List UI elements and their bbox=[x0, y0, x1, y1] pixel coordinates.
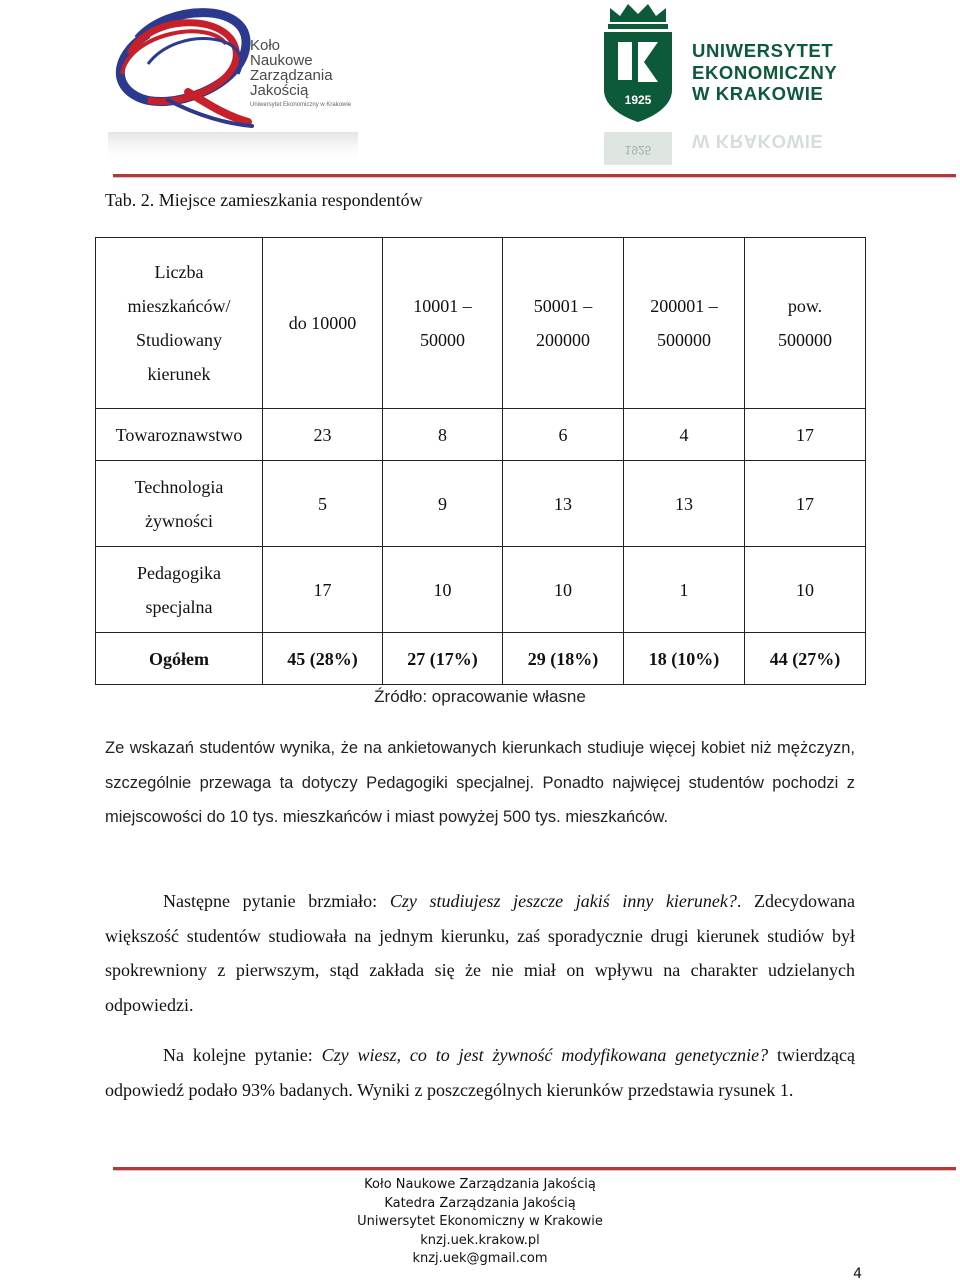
table-cell: 10 bbox=[383, 547, 503, 633]
column-header bbox=[745, 238, 866, 409]
row-label-line: specjalna bbox=[145, 596, 213, 617]
row-label-line: Pedagogika bbox=[137, 562, 221, 583]
paragraph-gmo bbox=[105, 1038, 855, 1107]
header-line: do 10000 bbox=[288, 313, 357, 333]
question-text: Czy wiesz, co to jest żywność modyfikowana genetycznie? bbox=[321, 1045, 769, 1065]
table-header-row bbox=[96, 238, 866, 409]
table-cell: 13 bbox=[624, 461, 745, 547]
table-row bbox=[96, 409, 866, 461]
table-row bbox=[96, 547, 866, 633]
header-line: 500000 bbox=[778, 330, 832, 350]
header-line: 500000 bbox=[657, 330, 711, 350]
table-cell: 1 bbox=[624, 547, 745, 633]
table-cell: 4 bbox=[624, 409, 745, 461]
table-cell: 17 bbox=[263, 547, 383, 633]
paragraph-text: twierdzącą odpowiedź podało 93% badanych. Wyniki z poszczególnych kierunków przedstawia rysunek 1. bbox=[105, 1045, 855, 1100]
paragraph-text: . Zdecydowana większość studentów studiowała na jednym kierunku, zaś sporadycznie drugi kierunek studiów był spokrewniony z pierwszym, stąd zakłada się że nie miał on wpływu na charakter udzielanych odpowiedzi. bbox=[105, 891, 856, 1015]
header-line: 10001 – bbox=[413, 296, 472, 316]
uek-name-line: UNIWERSYTET bbox=[692, 40, 834, 61]
table-row bbox=[96, 461, 866, 547]
column-header bbox=[263, 238, 383, 409]
table-cell: 6 bbox=[503, 409, 624, 461]
uek-crest-year: 1925 bbox=[624, 93, 652, 107]
header-line: kierunek bbox=[147, 364, 211, 384]
column-header bbox=[383, 238, 503, 409]
footer-org: Koło Naukowe Zarządzania Jakością bbox=[364, 1177, 596, 1192]
total-cell: 27 (17%) bbox=[383, 633, 503, 685]
page-number: 4 bbox=[853, 1266, 862, 1282]
footer-university: Uniwersytet Ekonomiczny w Krakowie bbox=[357, 1214, 603, 1229]
uek-name-reflection: W KRAKOWIE bbox=[692, 131, 824, 152]
header-line: Studiowany bbox=[135, 330, 222, 350]
table-cell: 17 bbox=[745, 409, 866, 461]
knzj-logo-text bbox=[250, 38, 370, 110]
uek-crest-reflection-year: 1925 bbox=[624, 143, 652, 157]
paragraph-second-course bbox=[105, 884, 855, 1022]
table-cell: 5 bbox=[263, 461, 383, 547]
table-cell: 10 bbox=[745, 547, 866, 633]
header-line: 50000 bbox=[420, 330, 465, 350]
uek-name-line: EKONOMICZNY bbox=[692, 61, 838, 83]
uek-name bbox=[692, 40, 862, 105]
row-label: Towaroznawstwo bbox=[96, 409, 263, 461]
header-line: 200001 – bbox=[650, 296, 718, 316]
table-cell: 9 bbox=[383, 461, 503, 547]
knzj-logo-line: Jakością bbox=[250, 82, 309, 99]
footer bbox=[280, 1176, 680, 1269]
header-rule-shadow bbox=[113, 177, 956, 178]
paragraph-results: Ze wskazań studentów wynika, że na ankietowanych kierunkach studiuje więcej kobiet niż mężczyzn, szczególnie przewaga ta dotyczy Pedagogiki specjalnej. Ponadto najwięcej studentów pochodzi z miejscowości do 10 tys. mieszkańców i miast powyżej 500 tys. mieszkańców. bbox=[105, 739, 855, 826]
uek-logo bbox=[598, 0, 678, 165]
total-cell: 45 (28%) bbox=[263, 633, 383, 685]
knzj-logo-line: Naukowe bbox=[250, 52, 313, 69]
paragraph-text: Na kolejne pytanie: bbox=[163, 1045, 322, 1065]
table-cell: 13 bbox=[503, 461, 624, 547]
row-label bbox=[96, 547, 263, 633]
column-header bbox=[503, 238, 624, 409]
uek-name-line: W KRAKOWIE bbox=[692, 83, 824, 104]
knzj-logo-line: Zarządzania bbox=[250, 67, 333, 84]
uek-crest-icon bbox=[598, 0, 678, 165]
total-label: Ogółem bbox=[96, 633, 263, 685]
row-label-line: Technologia bbox=[134, 476, 224, 497]
row-label bbox=[96, 461, 263, 547]
knzj-logo-line: Koło bbox=[250, 37, 281, 54]
row-label-line: żywności bbox=[145, 510, 213, 531]
header-line: 50001 – bbox=[533, 296, 593, 316]
total-cell: 29 (18%) bbox=[503, 633, 624, 685]
column-header bbox=[624, 238, 745, 409]
footer-dept: Katedra Zarządzania Jakością bbox=[384, 1195, 576, 1211]
table-cell: 23 bbox=[263, 409, 383, 461]
paragraph-text: Następne pytanie brzmiało: bbox=[163, 891, 390, 911]
table-corner-header bbox=[96, 238, 263, 409]
header-line: 200000 bbox=[536, 330, 590, 350]
footer-email: knzj.uek@gmail.com bbox=[412, 1251, 548, 1266]
table-source: Źródło: opracowanie własne bbox=[374, 687, 586, 706]
header-line: Liczba bbox=[154, 262, 204, 282]
table-cell: 8 bbox=[383, 409, 503, 461]
total-cell: 18 (10%) bbox=[624, 633, 745, 685]
table-cell: 17 bbox=[745, 461, 866, 547]
question-text: Czy studiujesz jeszcze jakiś inny kierunek? bbox=[389, 891, 737, 911]
table-caption: Tab. 2. Miejsce zamieszkania respondentów bbox=[105, 190, 423, 210]
table-cell: 10 bbox=[503, 547, 624, 633]
header-line: pow. bbox=[787, 296, 823, 316]
knzj-logo-subtitle: Uniwersytet Ekonomiczny w Krakowie bbox=[250, 102, 352, 108]
residence-table bbox=[95, 237, 866, 685]
footer-rule-shadow bbox=[113, 1170, 956, 1171]
header-line: mieszkańców/ bbox=[127, 296, 231, 316]
footer-website: knzj.uek.krakow.pl bbox=[420, 1232, 540, 1248]
total-cell: 44 (27%) bbox=[745, 633, 866, 685]
table-total-row bbox=[96, 633, 866, 685]
